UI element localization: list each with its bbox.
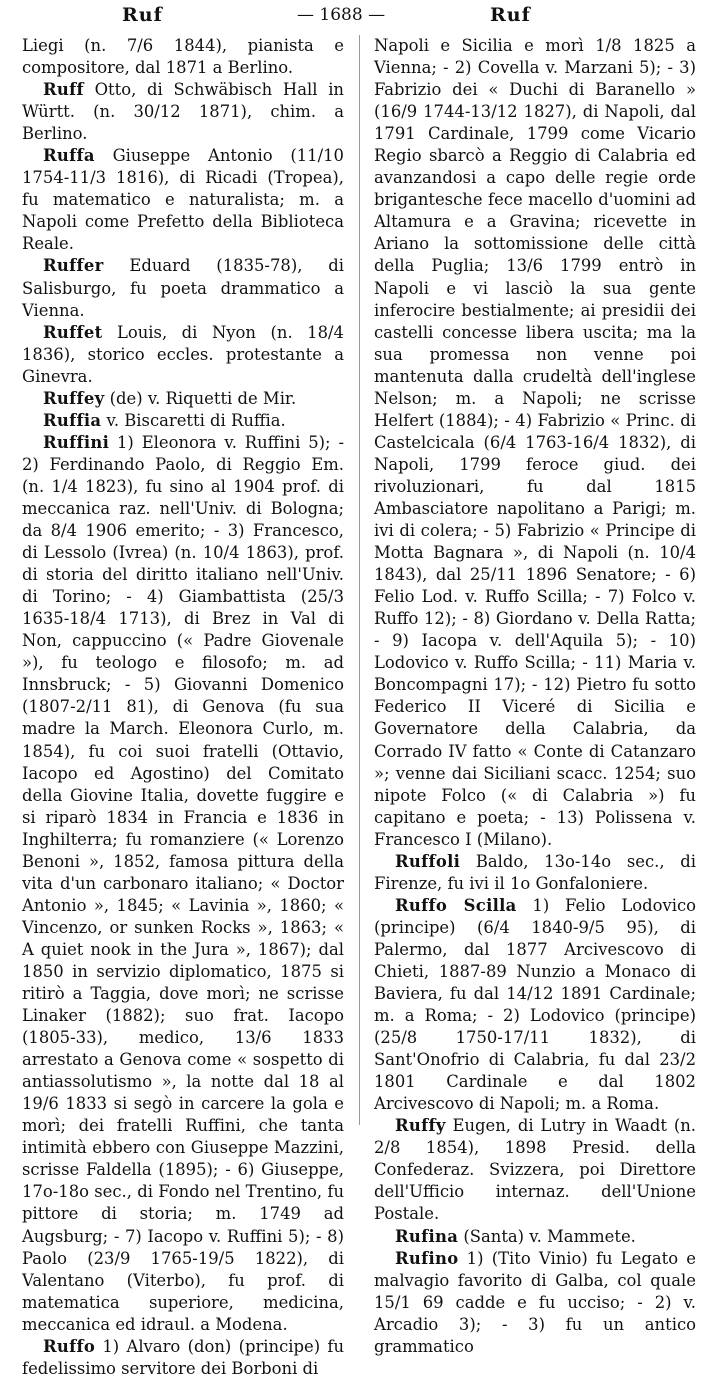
entry-headword: Ruffini: [43, 432, 110, 452]
entry-headword: Ruffoli: [395, 851, 461, 871]
entry-headword: Rufino: [395, 1248, 459, 1268]
left-column: [22, 35, 344, 1380]
dictionary-entry: [374, 1115, 696, 1225]
page-header: [0, 4, 718, 30]
entry-body: 1) Alvaro (don) (principe) fu fedelissimo servitore dei Borboni di: [22, 1336, 344, 1378]
entry-body: Napoli e Sicilia e morì 1/8 1825 a Vienna; - 2) Covella v. Marzani 5); - 3) Fabrizio dei « Duchi di Baranello » (16/9 1744-13/12 1827), di Napoli, dal 1791 Cardinale, 1799 come Vicario Regio sbarcò a Reggio di Calabria ed avanzandosi a capo delle regie orde brigantesche fece macello d'uomini ad Altamura e a Gravina; ricevette in Ariano la sottomissione delle città della Puglia; 13/6 1799 entrò in Napoli e vi lasciò la sua gente inferocire bestialmente; ai presidii dei castelli concesse libera uscita; ma la sua promessa non venne poi mantenuta dalla crudeltà dell'inglese Nelson; m. a Napoli; ne scrisse Helfert (1884); - 4) Fabrizio « Princ. di Castelcicala (6/4 1763-16/4 1832), di Napoli, 1799 feroce giud. dei rivoluzionari, fu dal 1815 Ambasciatore napolitano a Parigi; m. ivi di colera; - 5) Fabrizio « Principe di Motta Bagnara », di Napoli (n. 10/4 1843), dal 25/11 1896 Senatore; - 6) Felio Lod. v. Ruffo Scilla; - 7) Folco v. Ruffo 12); - 8) Giordano v. Della Ratta; - 9) Iacopa v. dell'Aquila 5); - 10) Lodovico v. Ruffo Scilla; - 11) Maria v. Boncompagni 17); - 12) Pietro fu sotto Federico II Viceré di Sicilia e Governatore della Calabria, da Corrado IV fatto « Conte di Catanzaro »; venne dai Siciliani scacc. 1254; suo nipote Folco (« di Calabria ») fu capitano e poeta; - 13) Polissena v. Francesco I (Milano).: [374, 36, 696, 849]
entry-body: 1) (Tito Vinio) fu Legato e malvagio favorito di Galba, col quale 15/1 69 cadde e fu ucciso; - 2) v. Arcadio 3); - 3) fu un antico grammatico: [374, 1248, 696, 1356]
dictionary-entry: [374, 895, 696, 1115]
entry-headword: Ruffey: [43, 388, 105, 408]
entry-headword: Ruff: [43, 80, 84, 100]
dictionary-entry: [22, 79, 344, 145]
entry-headword: Ruffo: [43, 1336, 96, 1356]
dictionary-entry: [374, 1248, 696, 1358]
entry-headword: Ruffet: [43, 322, 103, 342]
entry-body: 1) Eleonora v. Ruffini 5); - 2) Ferdinando Paolo, di Reggio Em. (n. 1/4 1823), fu sino al 1904 prof. di meccanica raz. nell'Univ. di Bologna; da 8/4 1906 emerito; - 3) Francesco, di Lessolo (Ivrea) (n. 10/4 1863), prof. di storia del diritto italiano nell'Univ. di Torino; - 4) Giambattista (25/3 1635-18/4 1713), di Brez in Val di Non, cappuccino (« Padre Giovenale »), fu teologo e filosofo; m. ad Innsbruck; - 5) Giovanni Domenico (1807-2/11 81), di Genova (fu sua madre la March. Eleonora Curlo, m. 1854), fu coi suoi fratelli (Ottavio, Iacopo ed Agostino) del Comitato della Giovine Italia, dovette fuggire e si riparò 1834 in Francia e 1836 in Inghilterra; fu romanziere (« Lorenzo Benoni », 1852, famosa pittura della vita d'un carbonaro italiano; « Doctor Antonio », 1845; « Lavinia », 1860; « Vincenzo, or sunken Rocks », 1863; « A quiet nook in the Jura », 1867); dal 1850 in servizio diplomatico, 1875 si ritirò a Taggia, dove morì; ne scrisse Linaker (1882); suo frat. Iacopo (1805-33), medico, 13/6 1833 arrestato a Genova come « sospetto di antiassolutismo », la notte dal 18 al 19/6 1833 si segò in carcere la gola e morì; dei fratelli Ruffini, che tanta intimità ebbero con Giuseppe Mazzini, scrisse Faldella (1895); - 6) Giuseppe, 17o-18o sec., di Fondo nel Trentino, fu pittore di storia; m. 1749 ad Augsburg; - 7) Iacopo v. Ruffini 5); - 8) Paolo (23/9 1765-19/5 1822), di Valentano (Viterbo), fu prof. di matematica superiore, medicina, meccanica ed idraul. a Modena.: [22, 432, 344, 1334]
entry-headword: Ruffo Scilla: [395, 895, 517, 915]
dictionary-entry: [22, 322, 344, 388]
dictionary-entry: [22, 388, 344, 410]
entry-body: v. Biscaretti di Ruffia.: [106, 410, 286, 430]
dictionary-entry: [374, 35, 696, 851]
running-headword-right: Ruf: [490, 4, 531, 26]
entry-body: (de) v. Riquetti de Mir.: [109, 388, 297, 408]
entry-body: Louis, di Nyon (n. 18/4 1836), storico eccles. protestante a Ginevra.: [22, 322, 344, 386]
entry-headword: Rufina: [395, 1226, 459, 1246]
dictionary-entry: [22, 1336, 344, 1380]
column-divider: [359, 35, 360, 1125]
dictionary-entry: [22, 432, 344, 1336]
entry-body: Liegi (n. 7/6 1844), pianista e compositore, dal 1871 a Berlino.: [22, 36, 344, 78]
entry-body: 1) Felio Lodovico (principe) (6/4 1840-9/5 95), di Palermo, dal 1877 Arcivescovo di Chieti, 1887-89 Nunzio a Monaco di Baviera, fu dal 14/12 1891 Cardinale; m. a Roma; - 2) Lodovico (principe) (25/8 1750-17/11 1832), di Sant'Onofrio di Calabria, fu dal 23/2 1801 Cardinale e dal 1802 Arcivescovo di Napoli; m. a Roma.: [374, 895, 696, 1114]
running-headword-left: Ruf: [122, 4, 163, 26]
entry-body: Giuseppe Antonio (11/10 1754-11/3 1816), di Ricadi (Tropea), fu matematico e naturalista; m. a Napoli come Prefetto della Biblioteca Reale.: [22, 146, 344, 254]
entry-body: Otto, di Schwäbisch Hall in Württ. (n. 30/12 1871), chim. a Berlino.: [22, 80, 344, 144]
entry-body: Eugen, di Lutry in Waadt (n. 2/8 1854), 1898 Presid. della Confederaz. Svizzera, poi Direttore dell'Ufficio internaz. dell'Unione Postale.: [374, 1116, 697, 1224]
page-number: — 1688 —: [297, 5, 386, 25]
entry-body: Baldo, 13o-14o sec., di Firenze, fu ivi il 1o Gonfaloniere.: [374, 851, 696, 893]
entry-headword: Ruffer: [43, 256, 104, 276]
entry-headword: Ruffia: [43, 410, 102, 430]
dictionary-entry: [374, 1226, 696, 1248]
dictionary-entry: [22, 410, 344, 432]
entry-body: (Santa) v. Mammete.: [463, 1226, 636, 1246]
entry-body: Eduard (1835-78), di Salisburgo, fu poeta drammatico a Vienna.: [22, 256, 344, 320]
dictionary-entry: [22, 145, 344, 255]
dictionary-entry: [22, 35, 344, 79]
right-column: [374, 35, 696, 1358]
entry-headword: Ruffy: [395, 1116, 446, 1136]
entry-headword: Ruffa: [43, 146, 95, 166]
dictionary-entry: [22, 255, 344, 321]
dictionary-entry: [374, 851, 696, 895]
